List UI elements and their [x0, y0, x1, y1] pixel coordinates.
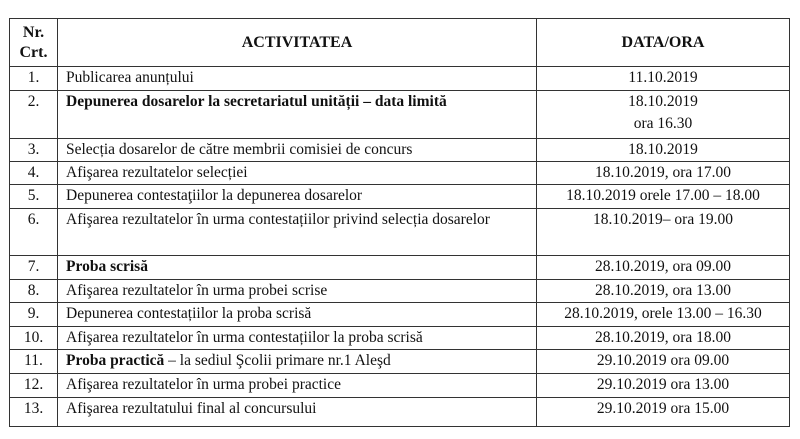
row-date	[537, 162, 790, 185]
row-activity	[58, 350, 537, 374]
date-text: 28.10.2019, ora 18.00	[594, 329, 732, 346]
row-number: 10.	[10, 327, 58, 350]
activity-text: Selecția dosarelor de către membrii comisiei de concurs	[66, 141, 413, 158]
table-row	[10, 209, 790, 256]
row-date	[537, 139, 790, 162]
table-row	[10, 398, 790, 427]
row-date	[537, 185, 790, 209]
row-number: 12.	[10, 374, 58, 398]
table-row	[10, 350, 790, 374]
row-number: 4.	[10, 162, 58, 185]
row-number: 3.	[10, 139, 58, 162]
row-activity	[58, 139, 537, 162]
table-row	[10, 91, 790, 139]
header-nr-line2: Crt.	[19, 43, 48, 61]
activity-text: Afişarea rezultatelor selecției	[66, 164, 248, 181]
row-date	[537, 280, 790, 303]
activity-text: Afişarea rezultatelor în urma contestațiilor la proba scrisă	[66, 329, 423, 346]
row-date	[537, 350, 790, 374]
row-activity	[58, 280, 537, 303]
activity-bold-text: Proba practică	[66, 352, 165, 369]
activity-text: – la sediul Şcolii primare nr.1 Aleşd	[164, 352, 391, 369]
row-activity	[58, 91, 537, 139]
row-activity	[58, 303, 537, 327]
header-activity: ACTIVITATEA	[58, 19, 537, 67]
table-row	[10, 162, 790, 185]
row-number: 11.	[10, 350, 58, 374]
activity-bold-text: Proba scrisă	[66, 258, 148, 275]
row-activity	[58, 256, 537, 280]
date-text: 28.10.2019, ora 13.00	[594, 282, 732, 299]
row-date	[537, 209, 790, 256]
activity-text: Publicarea anunțului	[66, 69, 194, 86]
header-nr-line1: Nr.	[22, 23, 45, 41]
header-date: DATA/ORA	[537, 19, 790, 67]
table-header-row	[10, 19, 790, 67]
date-text: 18.10.2019 orele 17.00 – 18.00	[566, 187, 760, 204]
row-activity	[58, 327, 537, 350]
table-row	[10, 256, 790, 280]
row-date	[537, 256, 790, 280]
date-text: 28.10.2019, orele 13.00 – 16.30	[564, 305, 762, 322]
date-text: 29.10.2019 ora 15.00	[596, 400, 730, 417]
row-activity	[58, 374, 537, 398]
row-activity	[58, 209, 537, 256]
row-number: 8.	[10, 280, 58, 303]
date-text: 29.10.2019 ora 13.00	[596, 376, 730, 393]
date-text: 18.10.2019– ora 19.00	[593, 211, 733, 228]
date-text: 28.10.2019, ora 09.00	[594, 258, 732, 275]
row-date	[537, 91, 790, 139]
row-date	[537, 303, 790, 327]
table-row	[10, 374, 790, 398]
table-row	[10, 185, 790, 209]
row-number: 2.	[10, 91, 58, 139]
row-activity	[58, 162, 537, 185]
activity-text: Afişarea rezultatelor în urma probei practice	[66, 376, 341, 393]
row-activity	[58, 185, 537, 209]
table-row	[10, 327, 790, 350]
activity-text: Depunerea contestațiilor la proba scrisă	[66, 305, 312, 322]
row-activity	[58, 398, 537, 427]
row-number: 9.	[10, 303, 58, 327]
date-text: 29.10.2019 ora 09.00	[596, 352, 730, 369]
table-row	[10, 139, 790, 162]
table-row	[10, 303, 790, 327]
activity-bold-text: Depunerea dosarelor la secretariatul unității – data limită	[66, 93, 447, 110]
date-text: 11.10.2019	[628, 69, 698, 86]
row-date	[537, 67, 790, 91]
schedule-table	[9, 18, 790, 427]
date-text: 18.10.2019	[628, 93, 698, 110]
date-text: 18.10.2019, ora 17.00	[594, 164, 732, 181]
row-number: 5.	[10, 185, 58, 209]
row-activity	[58, 67, 537, 91]
table-row	[10, 67, 790, 91]
header-nr-crt	[10, 19, 58, 67]
date-text: 18.10.2019	[628, 141, 698, 158]
activity-text: Afişarea rezultatelor în urma probei scrise	[66, 282, 328, 299]
row-date	[537, 374, 790, 398]
activity-text: Depunerea contestaţiilor la depunerea dosarelor	[66, 187, 363, 204]
row-date	[537, 327, 790, 350]
activity-text: Afişarea rezultatului final al concursului	[66, 400, 317, 417]
row-date	[537, 398, 790, 427]
row-number: 1.	[10, 67, 58, 91]
row-number: 7.	[10, 256, 58, 280]
activity-text: Afişarea rezultatelor în urma contestațiilor privind selecția dosarelor	[66, 211, 490, 228]
row-number: 13.	[10, 398, 58, 427]
time-text: ora 16.30	[633, 115, 693, 132]
table-row	[10, 280, 790, 303]
row-number: 6.	[10, 209, 58, 256]
